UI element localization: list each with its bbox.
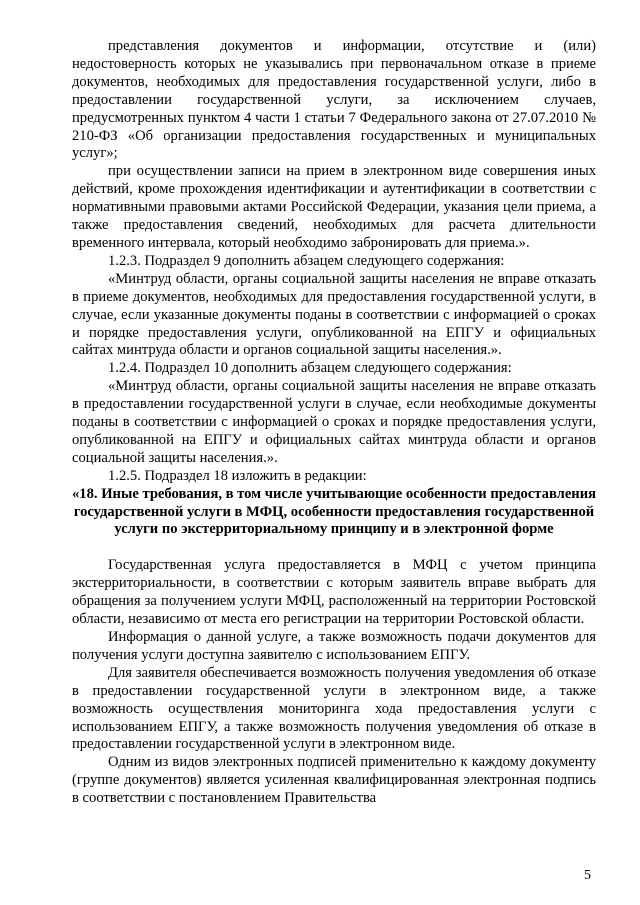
paragraph-epgu-info: Информация о данной услуге, а также возможность подачи документов для получения услуги доступна заявителю с использованием ЕПГУ. [72, 629, 596, 663]
paragraph-continuation: представления документов и информации, отсутствие и (или) недостоверность которых не указывались при первоначальном отказе в приеме документов, необходимых для предоставления государственной услуги, либо в предоставлении государственной услуги, за исключением случаев, предусмотренных пунктом 4 части 1 статьи 7 Федерального закона от 27.07.2010 № 210-ФЗ «Об организации предоставления государственных и муниципальных услуг»; [72, 38, 596, 162]
paragraph-1-2-4: 1.2.4. Подраздел 10 дополнить абзацем следующего содержания: [108, 360, 512, 377]
section-heading-18: «18. Иные требования, в том числе учитывающие особенности предоставления государственной услуги в МФЦ, особенности предоставления государственной услуги по экстерриториальному принципу и в электронной форме [72, 485, 597, 538]
paragraph-1-2-3: 1.2.3. Подраздел 9 дополнить абзацем следующего содержания: [108, 252, 505, 269]
page-number: 5 [584, 868, 591, 883]
paragraph-quote-refusal: «Минтруд области, органы социальной защиты населения не вправе отказать в предоставлении государственной услуги в случае, если необходимые документы поданы в соответствии с информацией о сроках и порядке предоставления услуги, опубликованной на ЕПГУ и официальных сайтах минтруда области и органов социальной защиты населения.». [72, 378, 596, 466]
paragraph-extraterritoriality: Государственная услуга предоставляется в МФЦ с учетом принципа экстерриториальности, в соответствии с которым заявитель вправе выбрать для обращения за получением услуги МФЦ, расположенный на территории Ростовской области, независимо от места его регистрации на территории Ростовской области. [72, 557, 596, 628]
paragraph-electronic-signature: Одним из видов электронных подписей применительно к каждому документу (группе документов) является усиленная квалифицированная электронная подпись в соответствии с постановлением Правительства [72, 754, 596, 807]
paragraph-notification: Для заявителя обеспечивается возможность получения уведомления об отказе в предоставлении государственной услуги в электронном виде, а также возможность осуществления мониторинга хода предоставления услуги с использованием ЕПГУ, а также возможность получения уведомления об отказе в предоставлении государственной услуги в электронном виде. [72, 664, 596, 753]
document-body [72, 38, 596, 808]
paragraph-quote-reception: «Минтруд области, органы социальной защиты населения не вправе отказать в приеме документов, необходимых для предоставления государственной услуги, в случае, если указанные документы поданы в соответствии с информацией о сроках и порядке предоставления услуги, опубликованной на ЕПГУ и официальных сайтах минтруда области и органов социальной защиты населения.». [72, 270, 596, 359]
paragraph-1-2-5: 1.2.5. Подраздел 18 изложить в редакции: [108, 467, 367, 484]
paragraph-electronic-appointment: при осуществлении записи на прием в электронном виде совершения иных действий, кроме прохождения идентификации и аутентификации в соответствии с нормативными правовыми актами Российской Федерации, указания цели приема, а также предоставления сведений, необходимых для расчета длительности временного интервала, который необходимо забронировать для приема.». [72, 163, 596, 251]
